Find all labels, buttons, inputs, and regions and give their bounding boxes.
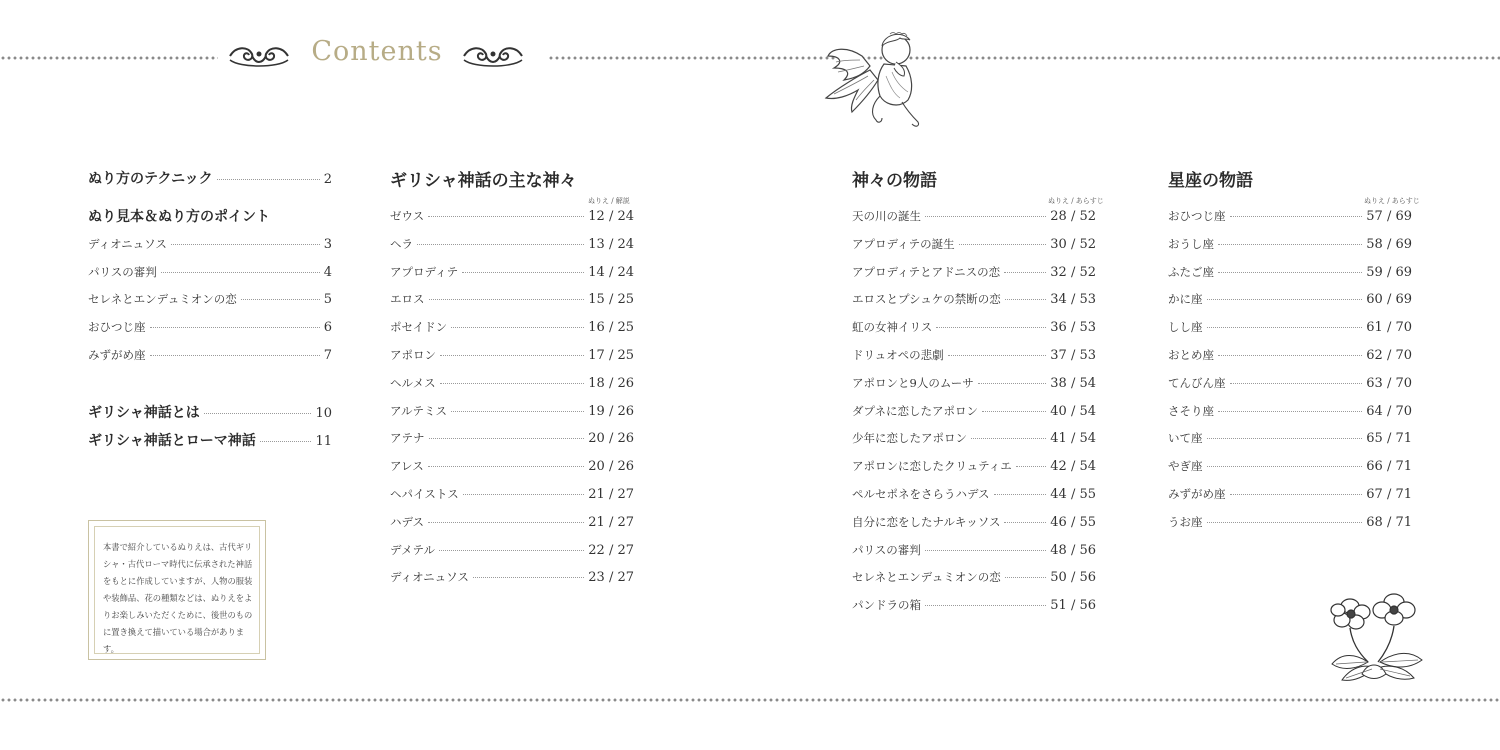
- leader-dots: [1016, 466, 1047, 467]
- toc-entry[interactable]: ディオニュソス 3: [88, 237, 332, 252]
- entry-page: 46 / 55: [1050, 514, 1096, 530]
- entry-page: 34 / 53: [1050, 292, 1096, 308]
- entry-label: おうし座: [1168, 236, 1214, 251]
- entry-label: アプロディテの誕生: [852, 236, 955, 251]
- leader-dots: [161, 272, 320, 273]
- toc-entry[interactable]: [852, 264, 1096, 280]
- leader-dots: [1218, 411, 1362, 412]
- entry-page: 44 / 55: [1050, 487, 1096, 502]
- entry-page: 48 / 56: [1050, 542, 1096, 558]
- entry-label: ドリュオペの悲劇: [852, 348, 944, 362]
- entry-page: 15 / 25: [588, 292, 634, 308]
- leader-dots: [462, 272, 584, 273]
- leader-dots: [1207, 299, 1363, 300]
- toc-entry[interactable]: ぬり方のテクニック 2: [88, 171, 332, 187]
- entry-label: ヘパイストス: [390, 487, 459, 501]
- entry-page: 13 / 24: [588, 236, 634, 252]
- entry-page: 60 / 69: [1366, 292, 1412, 308]
- entry-label: アプロディテとアドニスの恋: [852, 264, 1001, 279]
- toc-entry[interactable]: [1168, 430, 1412, 446]
- entry-page: 61 / 70: [1366, 320, 1412, 336]
- leader-dots: [451, 327, 584, 328]
- leader-dots: [1004, 272, 1046, 273]
- leader-dots: [217, 179, 320, 180]
- toc-entry[interactable]: [1168, 264, 1412, 280]
- entry-label: 自分に恋をしたナルキッソス: [852, 514, 1001, 529]
- entry-label: やぎ座: [1168, 459, 1203, 474]
- entry-page: 51 / 56: [1050, 598, 1096, 614]
- entry-page: 23 / 27: [588, 570, 634, 586]
- toc-entry[interactable]: パリスの審判 4: [88, 265, 332, 280]
- toc-entry[interactable]: [390, 375, 634, 391]
- entry-page: 12 / 24: [588, 209, 634, 224]
- entry-label: ヘラ: [390, 236, 413, 251]
- entry-label: ポセイドン: [390, 320, 448, 335]
- entry-label: みずがめ座: [1168, 487, 1226, 501]
- entry-page: 66 / 71: [1366, 459, 1412, 475]
- top-chain-border-left: [0, 55, 218, 61]
- cherub-icon: [822, 26, 932, 134]
- toc-entry[interactable]: [852, 375, 1096, 391]
- toc-entry[interactable]: ギリシャ神話とローマ神話 11: [88, 433, 332, 449]
- flourish-right-icon: [460, 42, 526, 70]
- leader-dots: [1230, 216, 1363, 217]
- leader-dots: [1005, 299, 1046, 300]
- leader-dots: [428, 466, 585, 467]
- entry-page: 58 / 69: [1366, 236, 1412, 252]
- leader-dots: [150, 327, 320, 328]
- entry-label: かに座: [1168, 292, 1203, 307]
- entry-page: 68 / 71: [1366, 514, 1412, 530]
- toc-entry[interactable]: [390, 486, 634, 502]
- entry-label: アテナ: [390, 431, 425, 446]
- entry-label: ふたご座: [1168, 264, 1214, 279]
- leader-dots: [1005, 577, 1046, 578]
- toc-entry[interactable]: [390, 403, 634, 419]
- leader-dots: [1207, 466, 1363, 467]
- entry-page: 62 / 70: [1366, 348, 1412, 363]
- toc-entry[interactable]: セレネとエンデュミオンの恋 5: [88, 292, 332, 307]
- leader-dots: [959, 244, 1047, 245]
- toc-entry[interactable]: [852, 403, 1096, 419]
- leader-dots: [925, 605, 1046, 606]
- toc-entry[interactable]: おひつじ座 6: [88, 320, 332, 335]
- entry-page: 28 / 52: [1050, 209, 1096, 224]
- entry-label: アプロディテ: [390, 264, 459, 279]
- entry-page: 40 / 54: [1050, 403, 1096, 419]
- entry-page: 36 / 53: [1050, 320, 1096, 336]
- toc-entry[interactable]: [390, 347, 634, 363]
- toc-entry[interactable]: [852, 319, 1096, 335]
- entry-page: 32 / 52: [1050, 264, 1096, 280]
- toc-entry[interactable]: [390, 542, 634, 558]
- entry-page: 17 / 25: [588, 348, 634, 363]
- leader-dots: [978, 383, 1047, 384]
- toc-entry[interactable]: [390, 236, 634, 252]
- entry-label: アポロンと9人のムーサ: [852, 375, 974, 390]
- toc-entry[interactable]: [1168, 486, 1412, 502]
- toc-entry[interactable]: [1168, 236, 1412, 252]
- entry-label: アレス: [390, 459, 424, 474]
- entry-label: ゼウス: [390, 209, 425, 223]
- page-title: Contents: [311, 36, 443, 67]
- leader-dots: [1230, 494, 1363, 495]
- toc-entry[interactable]: [852, 542, 1096, 558]
- toc-entry[interactable]: [852, 569, 1096, 585]
- entry-page: 50 / 56: [1050, 570, 1096, 586]
- entry-label: ヘルメス: [390, 375, 436, 390]
- entry-label: ディオニュソス: [390, 570, 469, 585]
- toc-entry[interactable]: [390, 458, 634, 474]
- entry-label: セレネとエンデュミオンの恋: [852, 570, 1001, 585]
- column-subheading: ぬりえ / あらすじ: [1048, 197, 1104, 205]
- entry-page: 57 / 69: [1366, 209, 1412, 224]
- toc-entry[interactable]: [1168, 514, 1412, 530]
- leader-dots: [440, 355, 584, 356]
- bottom-chain-border: [0, 697, 1500, 703]
- leader-dots: [925, 216, 1046, 217]
- toc-entry[interactable]: [390, 430, 634, 446]
- toc-entry[interactable]: [1168, 458, 1412, 474]
- entry-label: 虹の女神イリス: [852, 320, 933, 335]
- leader-dots: [1207, 438, 1363, 439]
- entry-label: アポロンに恋したクリュティエ: [852, 459, 1012, 474]
- entry-label: うお座: [1168, 514, 1203, 529]
- toc-entry[interactable]: [390, 514, 634, 530]
- entry-label: 少年に恋したアポロン: [852, 431, 967, 446]
- toc-entry[interactable]: [852, 208, 1096, 224]
- leader-dots: [440, 383, 585, 384]
- entry-label: おとめ座: [1168, 348, 1214, 362]
- toc-entry[interactable]: [390, 264, 634, 280]
- leader-dots: [204, 413, 312, 414]
- toc-entry[interactable]: [852, 458, 1096, 474]
- column-subheading: ぬりえ / あらすじ: [1364, 197, 1420, 205]
- entry-label: ハデス: [390, 514, 425, 529]
- leader-dots: [150, 355, 320, 356]
- entry-page: 42 / 54: [1050, 459, 1096, 475]
- column-subheading: ぬりえ / 解説: [588, 197, 630, 205]
- entry-page: 21 / 27: [588, 487, 634, 502]
- leader-dots: [936, 327, 1046, 328]
- leader-dots: [417, 244, 584, 245]
- entry-label: 天の川の誕生: [852, 209, 921, 223]
- entry-page: 63 / 70: [1366, 375, 1412, 391]
- leader-dots: [1218, 355, 1362, 356]
- leader-dots: [1004, 522, 1046, 523]
- entry-page: 41 / 54: [1050, 431, 1096, 447]
- flower-icon: [1322, 592, 1432, 684]
- entry-page: 22 / 27: [588, 542, 634, 558]
- toc-entry[interactable]: [852, 347, 1096, 363]
- entry-page: 65 / 71: [1366, 431, 1412, 447]
- toc-entry[interactable]: ぬり見本＆ぬり方のポイント: [88, 209, 270, 225]
- leader-dots: [260, 441, 312, 442]
- leader-dots: [428, 522, 584, 523]
- toc-entry[interactable]: [1168, 375, 1412, 391]
- toc-entry[interactable]: ギリシャ神話とは 10: [88, 405, 332, 421]
- toc-entry[interactable]: [1168, 319, 1412, 335]
- toc-entry[interactable]: [852, 430, 1096, 446]
- leader-dots: [982, 411, 1046, 412]
- entry-label: いて座: [1168, 431, 1203, 446]
- entry-label: ダプネに恋したアポロン: [852, 403, 979, 418]
- note-text: 本書で紹介しているぬりえは、古代ギリシャ・古代ローマ時代に伝承された神話をもとに作成していますが、人物の服装や装飾品、花の種類などは、ぬりえをよりお楽しみいただくために、後世のものに置き換えて描いている場合があります。: [103, 542, 253, 654]
- leader-dots: [171, 244, 320, 245]
- leader-dots: [429, 438, 585, 439]
- leader-dots: [925, 550, 1046, 551]
- leader-dots: [1218, 244, 1362, 245]
- entry-page: 64 / 70: [1366, 403, 1412, 419]
- entry-label: さそり座: [1168, 403, 1214, 418]
- toc-entry[interactable]: [852, 514, 1096, 530]
- leader-dots: [1230, 383, 1363, 384]
- toc-entry[interactable]: [1168, 403, 1412, 419]
- entry-label: エロス: [390, 292, 425, 307]
- top-chain-border-right: [548, 55, 1500, 61]
- entry-label: しし座: [1168, 320, 1203, 335]
- entry-page: 20 / 26: [588, 459, 634, 475]
- entry-page: 20 / 26: [588, 431, 634, 447]
- entry-label: おひつじ座: [1168, 209, 1226, 223]
- toc-entry[interactable]: [1168, 347, 1412, 363]
- leader-dots: [1218, 272, 1362, 273]
- leader-dots: [241, 299, 320, 300]
- leader-dots: [429, 299, 585, 300]
- leader-dots: [971, 438, 1046, 439]
- leader-dots: [1207, 327, 1363, 328]
- toc-entry[interactable]: [390, 291, 634, 307]
- entry-page: 21 / 27: [588, 514, 634, 530]
- toc-entry[interactable]: [390, 208, 634, 224]
- toc-entry[interactable]: [390, 319, 634, 335]
- note-box: [88, 520, 266, 660]
- entry-label: アポロン: [390, 348, 436, 362]
- flourish-left-icon: [226, 42, 292, 70]
- toc-entry[interactable]: [1168, 208, 1412, 224]
- leader-dots: [473, 577, 584, 578]
- entry-label: ペルセポネをさらうハデス: [852, 487, 990, 501]
- toc-entry[interactable]: [852, 291, 1096, 307]
- leader-dots: [463, 494, 584, 495]
- leader-dots: [428, 216, 584, 217]
- entry-page: 14 / 24: [588, 264, 634, 280]
- leader-dots: [1207, 522, 1363, 523]
- toc-entry[interactable]: [1168, 291, 1412, 307]
- entry-page: 38 / 54: [1050, 375, 1096, 391]
- entry-page: 59 / 69: [1366, 264, 1412, 280]
- toc-entry[interactable]: みずがめ座 7: [88, 348, 332, 363]
- entry-label: てんびん座: [1168, 375, 1226, 390]
- entry-page: 19 / 26: [588, 403, 634, 419]
- entry-label: パリスの審判: [852, 542, 921, 557]
- leader-dots: [948, 355, 1047, 356]
- entry-page: 18 / 26: [588, 375, 634, 391]
- toc-entry[interactable]: [852, 597, 1096, 613]
- entry-page: 30 / 52: [1050, 236, 1096, 252]
- entry-label: デメテル: [390, 542, 435, 557]
- section-heading-gods: ギリシャ神話の主な神々: [390, 171, 577, 191]
- leader-dots: [439, 550, 584, 551]
- section-heading-myths: 神々の物語: [852, 171, 937, 191]
- toc-entry[interactable]: [852, 486, 1096, 502]
- toc-entry[interactable]: [852, 236, 1096, 252]
- entry-label: パンドラの箱: [852, 598, 921, 613]
- toc-entry[interactable]: [390, 569, 634, 585]
- entry-page: 67 / 71: [1366, 487, 1412, 502]
- section-heading-constellations: 星座の物語: [1168, 171, 1253, 191]
- leader-dots: [451, 411, 584, 412]
- entry-page: 16 / 25: [588, 320, 634, 336]
- entry-label: アルテミス: [390, 403, 448, 418]
- entry-page: 37 / 53: [1050, 348, 1096, 363]
- leader-dots: [994, 494, 1047, 495]
- entry-label: エロスとプシュケの禁断の恋: [852, 292, 1001, 307]
